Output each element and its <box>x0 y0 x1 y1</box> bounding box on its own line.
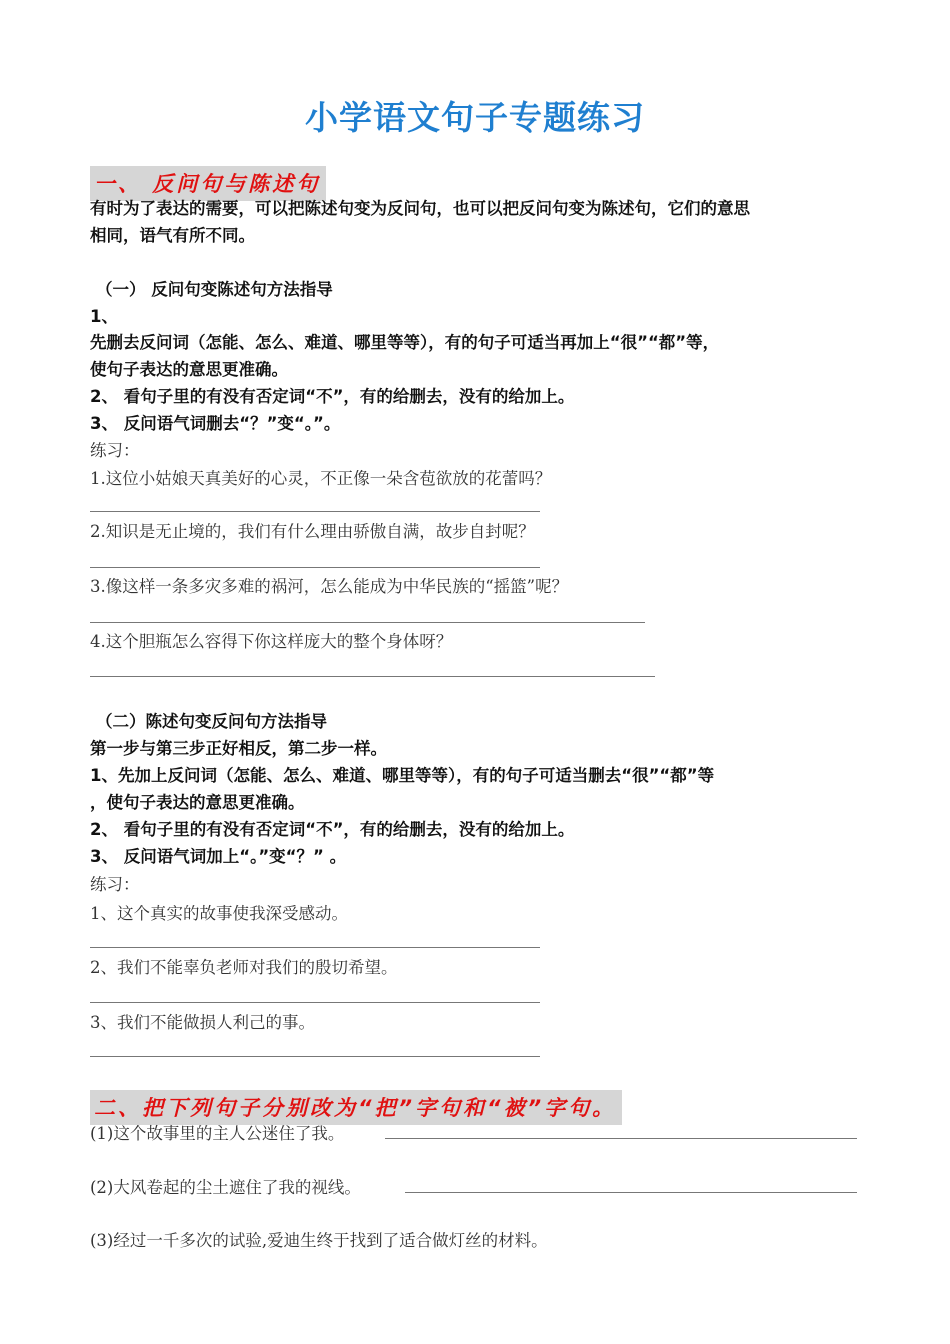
answer-line[interactable] <box>90 511 540 512</box>
answer-line[interactable] <box>90 1056 540 1057</box>
part1-step1-line2: 使句子表达的意思更准确。 <box>90 360 288 379</box>
part2-heading: （二）陈述句变反问句方法指导 <box>96 712 327 731</box>
part1-question-2: 2.知识是无止境的，我们有什么理由骄傲自满，故步自封呢？ <box>90 522 535 541</box>
answer-line[interactable] <box>90 947 540 948</box>
part2-step2: 2、 看句子里的有没有否定词“不”，有的给删去，没有的给加上。 <box>90 820 575 839</box>
section2-question-3: (3)经过一千多次的试验,爱迪生终于找到了适合做灯丝的材料。 <box>90 1231 548 1250</box>
part1-step1-number: 1、 <box>90 307 118 326</box>
part2-question-2: 2、我们不能辜负老师对我们的殷切希望。 <box>90 958 398 977</box>
answer-line[interactable] <box>90 676 655 677</box>
part1-step2: 2、 看句子里的有没有否定词“不”，有的给删去，没有的给加上。 <box>90 387 575 406</box>
section1-intro-line2: 相同，语气有所不同。 <box>90 226 255 245</box>
answer-line[interactable] <box>90 622 645 623</box>
section2-heading: 二、把下列句子分别改为“把”字句和“被”字句。 <box>90 1090 622 1125</box>
part2-step1-line1: 1、先加上反问词（怎能、怎么、难道、哪里等等），有的句子可适当删去“很”“都”等 <box>90 766 715 785</box>
part1-step1-line1: 先删去反问词（怎能、怎么、难道、哪里等等），有的句子可适当再加上“很”“都”等， <box>90 333 720 352</box>
part2-note: 第一步与第三步正好相反，第二步一样。 <box>90 739 387 758</box>
part2-practice-label: 练习： <box>90 875 140 894</box>
part1-heading: （一） 反问句变陈述句方法指导 <box>96 280 333 299</box>
part1-question-3: 3.像这样一条多灾多难的祸河，怎么能成为中华民族的“摇篮”呢？ <box>90 577 569 596</box>
part2-question-3: 3、我们不能做损人利己的事。 <box>90 1013 315 1032</box>
answer-line[interactable] <box>405 1192 857 1193</box>
answer-line[interactable] <box>385 1138 857 1139</box>
part1-question-1: 1.这位小姑娘天真美好的心灵，不正像一朵含苞欲放的花蕾吗？ <box>90 469 552 488</box>
page-title: 小学语文句子专题练习 <box>305 98 645 137</box>
section2-question-2: (2)大风卷起的尘土遮住了我的视线。 <box>90 1178 361 1197</box>
part1-step3: 3、 反问语气词删去“？”变“。”。 <box>90 414 341 433</box>
section1-heading: 一、 反问句与陈述句 <box>90 166 326 201</box>
part2-step3: 3、 反问语气词加上“。”变“？” 。 <box>90 847 347 866</box>
answer-line[interactable] <box>90 567 540 568</box>
section2-question-1: (1)这个故事里的主人公迷住了我。 <box>90 1124 345 1143</box>
part1-question-4: 4.这个胆瓶怎么容得下你这样庞大的整个身体呀？ <box>90 632 453 651</box>
part2-step1-line2: ，使句子表达的意思更准确。 <box>90 793 305 812</box>
part1-practice-label: 练习： <box>90 441 140 460</box>
section1-intro-line1: 有时为了表达的需要，可以把陈述句变为反问句，也可以把反问句变为陈述句，它们的意思 <box>90 199 750 218</box>
answer-line[interactable] <box>90 1002 540 1003</box>
part2-question-1: 1、这个真实的故事使我深受感动。 <box>90 904 348 923</box>
